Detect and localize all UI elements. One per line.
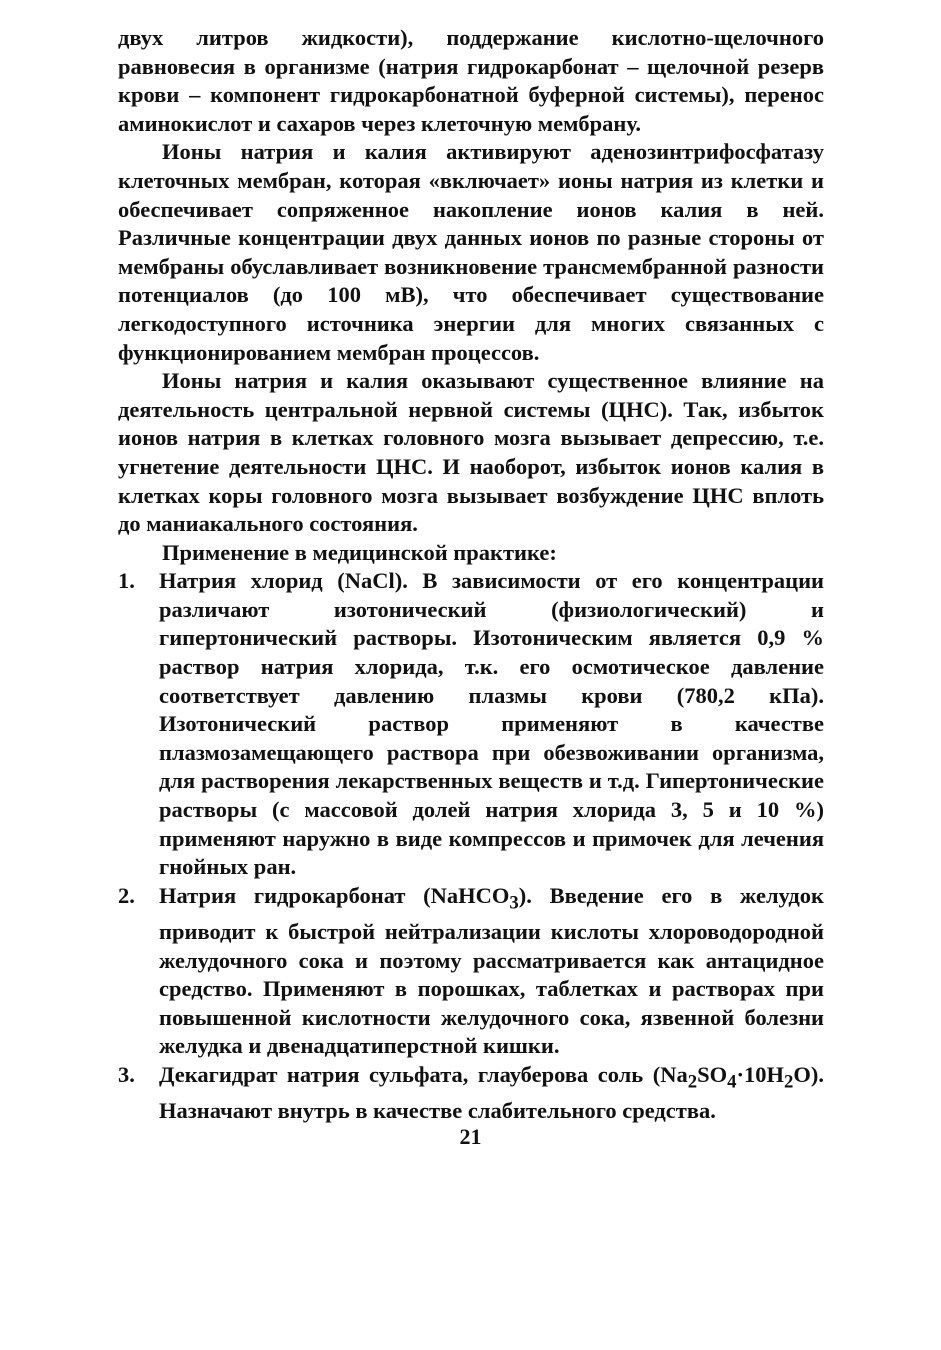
list-item-text: Натрия хлорид (NaCl). В зависимости от его концентрации различают изотонический (физиологический) и гипертонический растворы. Изотоническим является 0,9 % раствор натрия хлорида, т.к. его осмотическое давление соответствует давлению плазмы крови (780,2 кПа). Изотонический раствор применяют в качестве плазмозамещающего раствора при обезвоживании организма, для растворения лекарственных веществ и т.д. Гипертонические растворы (с массовой долей натрия хлорида 3, 5 и 10 %) применяют наружно в виде компрессов и примочек для лечения гнойных ран.: [159, 568, 824, 880]
list-item: [118, 1061, 824, 1126]
subscript: 2: [687, 1071, 698, 1093]
text-before-formula: Декагидрат натрия сульфата, глауберова соль (Na: [159, 1061, 688, 1087]
text-before-formula: Натрия гидрокарбонат (NaHCO: [159, 882, 510, 908]
subscript: 3: [509, 892, 519, 914]
list-item: [118, 567, 824, 882]
page-number: 21: [459, 1124, 482, 1149]
list-item: [118, 882, 824, 1061]
list-item-text: [159, 883, 824, 1058]
subscript: 4: [727, 1071, 737, 1093]
list-item-number: 2.: [118, 882, 135, 908]
page-body: [118, 24, 824, 1126]
formula-part: SO: [697, 1061, 728, 1087]
formula-part: ·10H: [736, 1061, 784, 1087]
list-item-number: 3.: [118, 1061, 135, 1087]
text-after-formula: ). Введение его в желудок приводит к быстрой нейтрализации кислоты хлороводородной желудочного сока и поэтому рассматривается как антацидное средство. Применяют в порошках, таблетках и растворах при повышенной кислотности желудочного сока, язвенной болезни желудка и двенадцатиперстной кишки.: [159, 882, 824, 1059]
application-list: [118, 567, 824, 1125]
list-item-text: [159, 1062, 824, 1123]
paragraph-cns-effects: Ионы натрия и калия оказывают существенное влияние на деятельность центральной нервной системы (ЦНС). Так, избыток ионов натрия в клетках головного мозга вызывает депрессию, т.е. угнетение деятельности ЦНС. И наоборот, избыток ионов калия в клетках коры головного мозга вызывает возбуждение ЦНС вплоть до маниакального состояния.: [118, 368, 824, 537]
paragraph-ion-atpase: Ионы натрия и калия активируют аденозинтрифосфатазу клеточных мембран, которая «включает» ионы натрия из клетки и обеспечивает сопряженное накопление ионов калия в ней. Различные концентрации двух данных ионов по разные стороны от мембраны обуславливает возникновение трансмембранной разности потенциалов (до 100 мВ), что обеспечивает существование легкодоступного источника энергии для многих связанных с функционированием мембран процессов.: [118, 139, 824, 365]
list-item-number: 1.: [118, 568, 135, 594]
text-after-formula: O). Назначают внутрь в качестве слабительного средства.: [159, 1061, 824, 1123]
paragraph-continuation: двух литров жидкости), поддержание кислотно-щелочного равновесия в организме (натрия гидрокарбонат – щелочной резерв крови – компонент гидрокарбонатной буферной системы), перенос аминокислот и сахаров через клеточную мембрану.: [118, 25, 824, 136]
section-heading: Применение в медицинской практике:: [162, 539, 557, 565]
subscript: 2: [784, 1071, 794, 1093]
